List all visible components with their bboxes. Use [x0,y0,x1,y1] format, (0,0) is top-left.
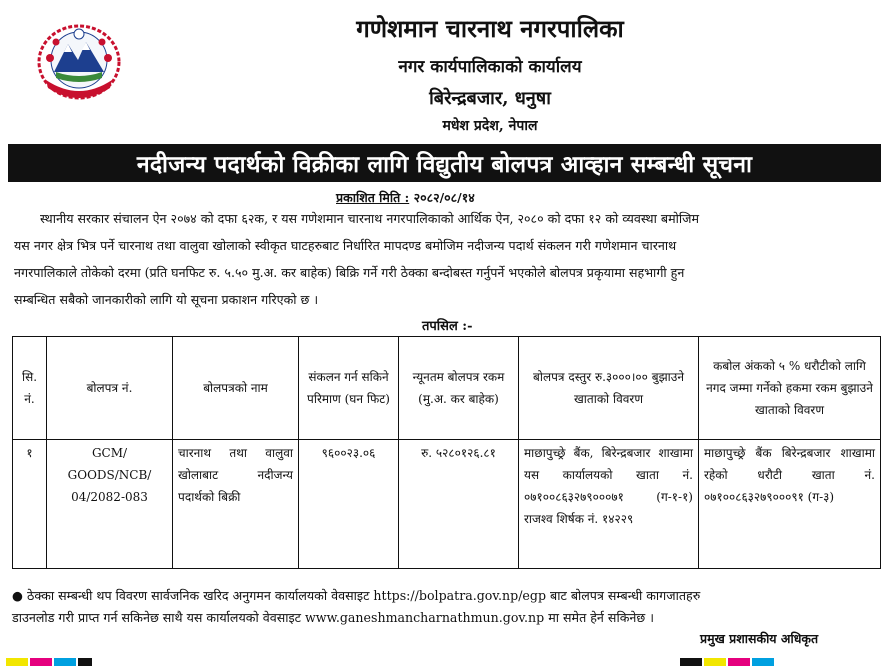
cell-bid-name: चारनाथ तथा वालुवा खोलाबाट नदीजन्य पदार्थको बिक्री [173,440,299,569]
cell-serial: १ [13,440,47,569]
print-color-mark [78,658,92,666]
notice-title-banner: नदीजन्य पदार्थको विक्रीका लागि विद्युतीय बोलपत्र आव्हान सम्बन्धी सूचना [8,144,881,182]
bid-details-table [12,336,881,569]
details-heading: तपसिल :- [422,319,473,334]
cell-deposit-account: माछापुच्छ्रे बैंक बिरेन्द्रबजार शाखामा रहेको धरौटी खाता नं. ०७१००८६३२७९०००९१ (ग-३) [699,440,881,569]
body-line: स्थानीय सरकार संचालन ऐन २०७४ को दफा ६२क, र यस गणेशमान चारनाथ नगरपालिकाको आर्थिक ऐन, २०८० को दफा १२ को व्यवस्था बमोजिम [40,211,699,226]
print-color-mark [728,658,750,666]
footer-note-text: ठेक्का सम्बन्धी थप विवरण सार्वजनिक खरिद अनुगमन कार्यालयको वेवसाइट https://bolpatra.gov.np/egp बाट बोलपत्र सम्बन्धी कागजातहरु [27,588,701,603]
print-color-mark [30,658,52,666]
office-name: नगर कार्यपालिकाको कार्यालय [398,57,582,77]
print-color-mark [54,658,76,666]
header-quantity: संकलन गर्न सकिने परिमाण (घन फिट) [299,337,399,440]
cell-minimum-amount: रु. ५२८०१२६.८१ [399,440,519,569]
header-minimum-amount: न्यूनतम बोलपत्र रकम (मु.अ. कर बाहेक) [399,337,519,440]
print-color-mark [704,658,726,666]
print-color-mark [6,658,28,666]
body-line: नगरपालिकाले तोकेको दरमा (प्रति घनफिट रु. ५.५० मु.अ. कर बाहेक) बिक्रि गर्ने गरी ठेक्का बन्दोबस्त गर्नुपर्ने भएकोले बोलपत्र प्रकृयामा सहभागी हुन [14,265,685,280]
header-bid-name: बोलपत्रको नाम [173,337,299,440]
signatory-title: प्रमुख प्रशासकीय अधिकृत [700,631,819,646]
footer-note-line: डाउनलोड गरी प्राप्त गर्न सकिनेछ साथै यस कार्यालयको वेवसाइट www.ganeshmancharnathmun.gov.np मा समेत हेर्न सकिनेछ । [12,610,654,625]
header-serial: सि. नं. [13,337,47,440]
published-date-value: २०८२/०८/१४ [413,190,475,205]
office-location: बिरेन्द्रबजार, धनुषा [429,88,551,109]
cell-quantity: ९६००२३.०६ [299,440,399,569]
cell-bid-number: GCM/ GOODS/NCB/ 04/2082-083 [47,440,173,569]
published-date-label: प्रकाशित मिति : [336,190,410,205]
nepal-emblem-logo [36,20,122,100]
header-bid-number: बोलपत्र नं. [47,337,173,440]
footer-note-line [12,587,882,604]
header-fee-account: बोलपत्र दस्तुर रु.३०००।०० बुझाउने खाताको विवरण [519,337,699,440]
print-color-mark [680,658,702,666]
published-date [336,189,475,206]
body-line: सम्बन्धित सबैको जानकारीको लागि यो सूचना प्रकाशन गरिएको छ । [14,292,319,307]
header-deposit-account: कबोल अंकको ५ % धरौटीको लागि नगद जम्मा गर्नेको हकमा रकम बुझाउने खाताको विवरण [699,337,881,440]
municipality-name: गणेशमान चारनाथ नगरपालिका [356,14,624,43]
table-row [13,440,881,569]
body-line: यस नगर क्षेत्र भित्र पर्ने चारनाथ तथा वालुवा खोलाको स्वीकृत घाटहरुबाट निर्धारित मापदण्ड बमोजिम नदीजन्य पदार्थ संकलन गरी गणेशमान चारनाथ [14,238,677,253]
province-country: मधेश प्रदेश, नेपाल [442,118,538,134]
print-color-mark [752,658,774,666]
table-header-row [13,337,881,440]
cell-fee-account: माछापुच्छ्रे बैंक, बिरेन्द्रबजार शाखामा यस कार्यालयको खाता नं. ०७१००८६३२७९०००७१ (ग-१-१) राजश्व शिर्षक नं. १४२२९ [519,440,699,569]
bullet-icon: ● [12,588,23,603]
